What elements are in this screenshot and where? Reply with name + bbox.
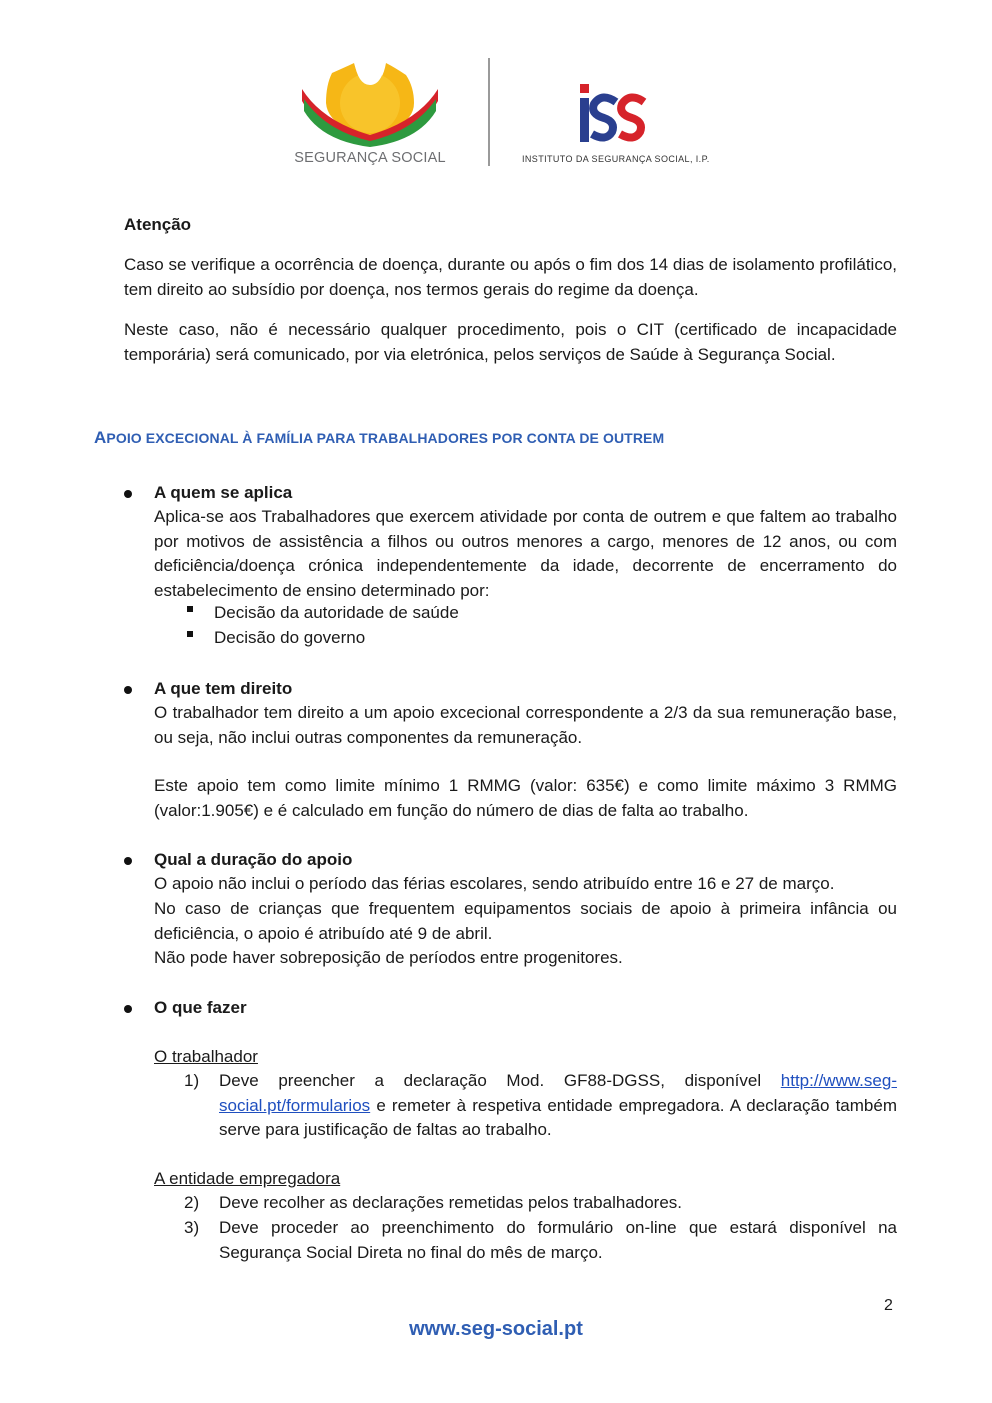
duration-line-3: Não pode haver sobreposição de períodos entre progenitores.: [154, 948, 623, 967]
duration-line-2: No caso de crianças que frequentem equipamentos sociais de apoio à primeira infância ou deficiência, o apoio é atribuído até 9 de abril.: [154, 899, 897, 943]
step-3-text: Deve proceder ao preenchimento do formulário on-line que estará disponível na Segurança Social Direta no final do mês de março.: [219, 1218, 897, 1262]
seguranca-social-emblem-icon: [302, 55, 438, 147]
step-1-post: e remeter à respetiva entidade empregadora. A declaração também serve para justificação de faltas ao trabalho.: [219, 1095, 897, 1139]
iss-logo-text: INSTITUTO DA SEGURANÇA SOCIAL, I.P.: [522, 154, 710, 164]
formularios-link[interactable]: http://www.seg-social.pt/formularios: [219, 1071, 897, 1115]
step-2-number: 2): [184, 1193, 200, 1212]
duration-title: Qual a duração do apoio: [154, 850, 353, 869]
right-paragraph-1: O trabalhador tem direito a um apoio excecional correspondente a 2/3 da sua remuneração base, ou seja, não inclui outras componentes da remuneração.: [154, 703, 897, 747]
page-header: [0, 0, 992, 180]
attention-paragraph-1: Caso se verifique a ocorrência de doença, durante ou após o fim dos 14 dias de isolamento profilático, tem direito ao subsídio por doença, nos termos gerais do regime da doença.: [124, 255, 897, 299]
employer-label: A entidade empregadora: [154, 1169, 341, 1188]
section-title-rest: POIO EXCECIONAL À FAMÍLIA PARA TRABALHADORES POR CONTA DE OUTREM: [106, 430, 665, 446]
bullet-icon: [124, 1005, 132, 1013]
step-1-text: [219, 1069, 897, 1143]
header-divider: [488, 58, 490, 166]
attention-title: Atenção: [124, 215, 192, 234]
who-subitem-1: Decisão da autoridade de saúde: [214, 603, 459, 622]
section-title-cap: A: [94, 428, 107, 447]
iss-logo: [522, 80, 722, 170]
seguranca-social-logo-text: SEGURANÇA SOCIAL: [294, 150, 446, 166]
page-number: 2: [884, 1297, 893, 1314]
bullet-icon: [124, 857, 132, 865]
duration-line-1: O apoio não inclui o período das férias escolares, sendo atribuído entre 16 e 27 de março.: [154, 874, 835, 893]
attention-paragraph-2: Neste caso, não é necessário qualquer procedimento, pois o CIT (certificado de incapacidade temporária) será comunicado, por via eletrónica, pelos serviços de Saúde à Segurança Social.: [124, 320, 897, 364]
todo-title: O que fazer: [154, 998, 247, 1017]
who-text: Aplica-se aos Trabalhadores que exercem atividade por conta de outrem e que faltem ao trabalho por motivos de assistência a filhos ou outros menores a cargo, menores de 12 anos, ou com deficiência/doença crónica independentemente da idade, decorrente de encerramento do estabelecimento de ensino determinado por:: [154, 507, 897, 600]
footer-website: [0, 1318, 992, 1341]
who-subitem-2: Decisão do governo: [214, 628, 366, 647]
step-1-number: 1): [184, 1071, 200, 1090]
bullet-icon: [124, 490, 132, 498]
section-title: [94, 428, 664, 448]
right-title: A que tem direito: [154, 679, 293, 698]
square-bullet-icon: [187, 631, 193, 637]
step-3-number: 3): [184, 1218, 200, 1237]
right-paragraph-2: Este apoio tem como limite mínimo 1 RMMG (valor: 635€) e como limite máximo 3 RMMG (valor:1.905€) e é calculado em função do número de dias de falta ao trabalho.: [154, 776, 897, 820]
iss-emblem-icon: [578, 80, 650, 146]
seguranca-social-logo: [290, 55, 450, 170]
step-1-pre: Deve preencher a declaração Mod. GF88-DGSS, disponível: [219, 1071, 762, 1090]
website-link[interactable]: www.seg-social.pt: [409, 1318, 583, 1340]
bullet-icon: [124, 686, 132, 694]
square-bullet-icon: [187, 606, 193, 612]
step-2-text: Deve recolher as declarações remetidas pelos trabalhadores.: [219, 1193, 683, 1212]
worker-label: O trabalhador: [154, 1047, 258, 1066]
who-title: A quem se aplica: [154, 483, 293, 502]
